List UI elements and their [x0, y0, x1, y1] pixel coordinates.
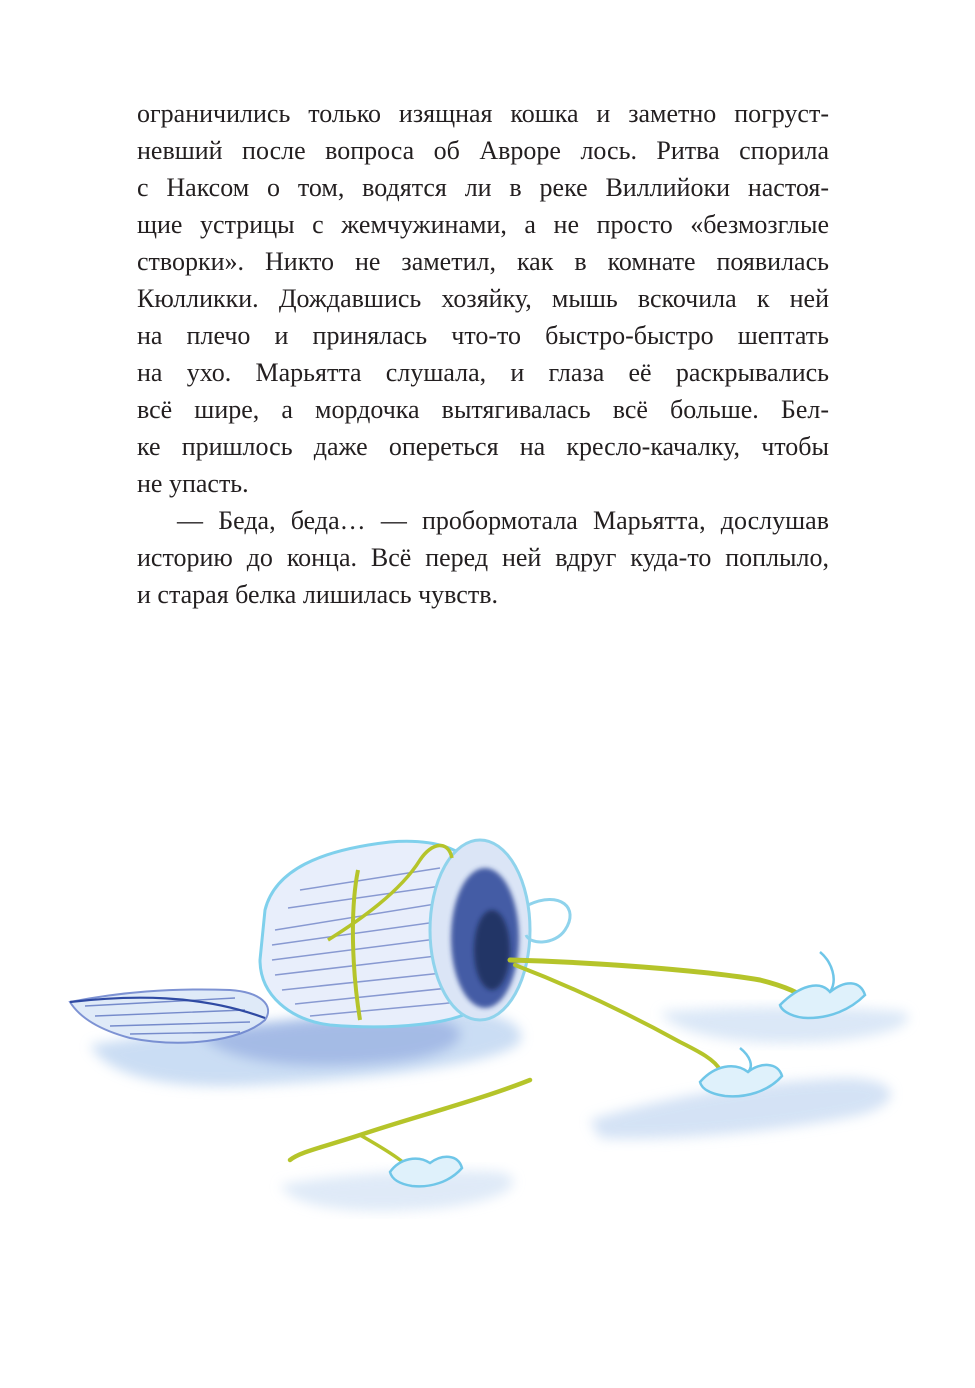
spilled-cup-illustration [60, 780, 920, 1240]
broken-shard [70, 990, 268, 1043]
text-line: невший после вопроса об Авроре лось. Ритва спорила [137, 136, 829, 165]
text-line: всё шире, а мордочка вытягивалась всё больше. Бел- [137, 395, 829, 424]
text-line: и старая белка лишилась чувств. [137, 580, 498, 609]
text-line: — Беда, беда… — пробормотала Марьятта, дослушав [177, 506, 829, 535]
text-line: историю до конца. Всё перед ней вдруг куда-то поплыло, [137, 543, 829, 572]
text-line: на ухо. Марьятта слушала, и глаза её раскрывались [137, 358, 829, 387]
text-line: с Наксом о том, водятся ли в реке Виллийоки настоя- [137, 173, 829, 202]
spilled-cup [260, 840, 570, 1027]
text-line: Кюлликки. Дождавшись хозяйку, мышь вскочила к ней [137, 284, 829, 313]
text-line: не упасть. [137, 469, 249, 498]
text-line: щие устрицы с жемчужинами, а не просто «безмозглые [137, 210, 829, 239]
text-line: на плечо и принялась что-то быстро-быстро шептать [137, 321, 829, 350]
text-line: ограничились только изящная кошка и заметно погруст- [137, 99, 829, 128]
text-line: ке пришлось даже опереться на кресло-качалку, чтобы [137, 432, 829, 461]
body-text [137, 95, 829, 613]
text-line: створки». Никто не заметил, как в комнате появилась [137, 247, 829, 276]
